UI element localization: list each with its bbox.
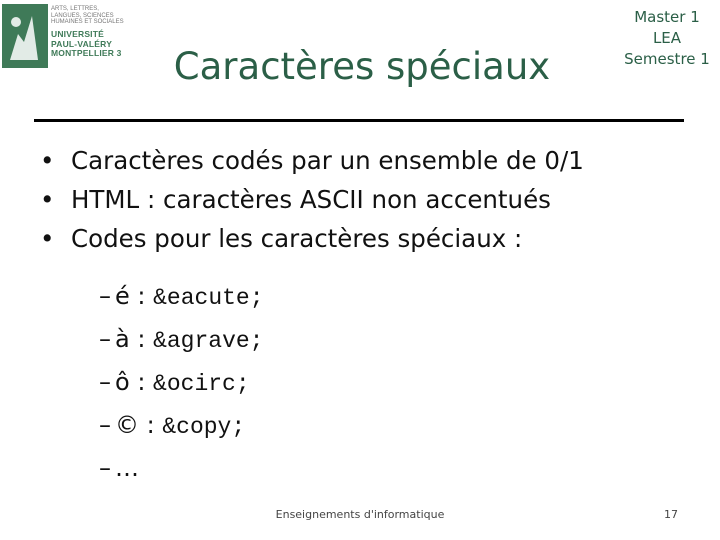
char: © [115, 411, 139, 439]
course-program: LEA [652, 29, 682, 47]
separator: : [129, 282, 154, 310]
entity-code: &agrave; [153, 328, 264, 354]
entity-code: &copy; [162, 414, 246, 440]
sub-item [99, 362, 264, 405]
course-info [622, 7, 712, 70]
slide-footer: Enseignements d'informatique [275, 508, 445, 521]
separator: : [129, 325, 154, 353]
char: … [115, 454, 139, 482]
dash: – [99, 454, 111, 482]
logo-line-2: PAUL-VALÉRY [51, 38, 113, 49]
course-semester: Semestre 1 [624, 50, 710, 68]
dash: – [99, 368, 111, 396]
char: ô [115, 368, 130, 396]
title-divider [34, 119, 684, 122]
char: é [115, 282, 130, 310]
char: à [115, 325, 130, 353]
dash: – [99, 325, 111, 353]
bullet-item: • Codes pour les caractères spéciaux : [40, 219, 710, 258]
bullet-item: • HTML : caractères ASCII non accentués [40, 180, 710, 219]
special-chars-list [99, 276, 264, 489]
sub-item [99, 405, 264, 448]
entity-code: &ocirc; [153, 371, 250, 397]
page-number: 17 [664, 508, 678, 521]
logo-line-3: MONTPELLIER 3 [51, 48, 122, 58]
dash: – [99, 282, 111, 310]
separator: : [129, 368, 154, 396]
logo-subtitle: ARTS, LETTRES, LANGUES, SCIENCES HUMAINES ET SOCIALES [51, 6, 124, 25]
slide-title: Caractères spéciaux [173, 45, 551, 88]
separator: : [139, 411, 163, 439]
sub-item [99, 319, 264, 362]
bullet-item: • Caractères codés par un ensemble de 0/1 [40, 141, 710, 180]
sub-item [99, 276, 264, 319]
logo-line-1: UNIVERSITÉ [51, 29, 105, 39]
bullet-list [40, 141, 710, 258]
course-level: Master 1 [634, 8, 700, 26]
dash: – [99, 411, 111, 439]
entity-code: &eacute; [153, 285, 264, 311]
sub-item [99, 448, 264, 489]
